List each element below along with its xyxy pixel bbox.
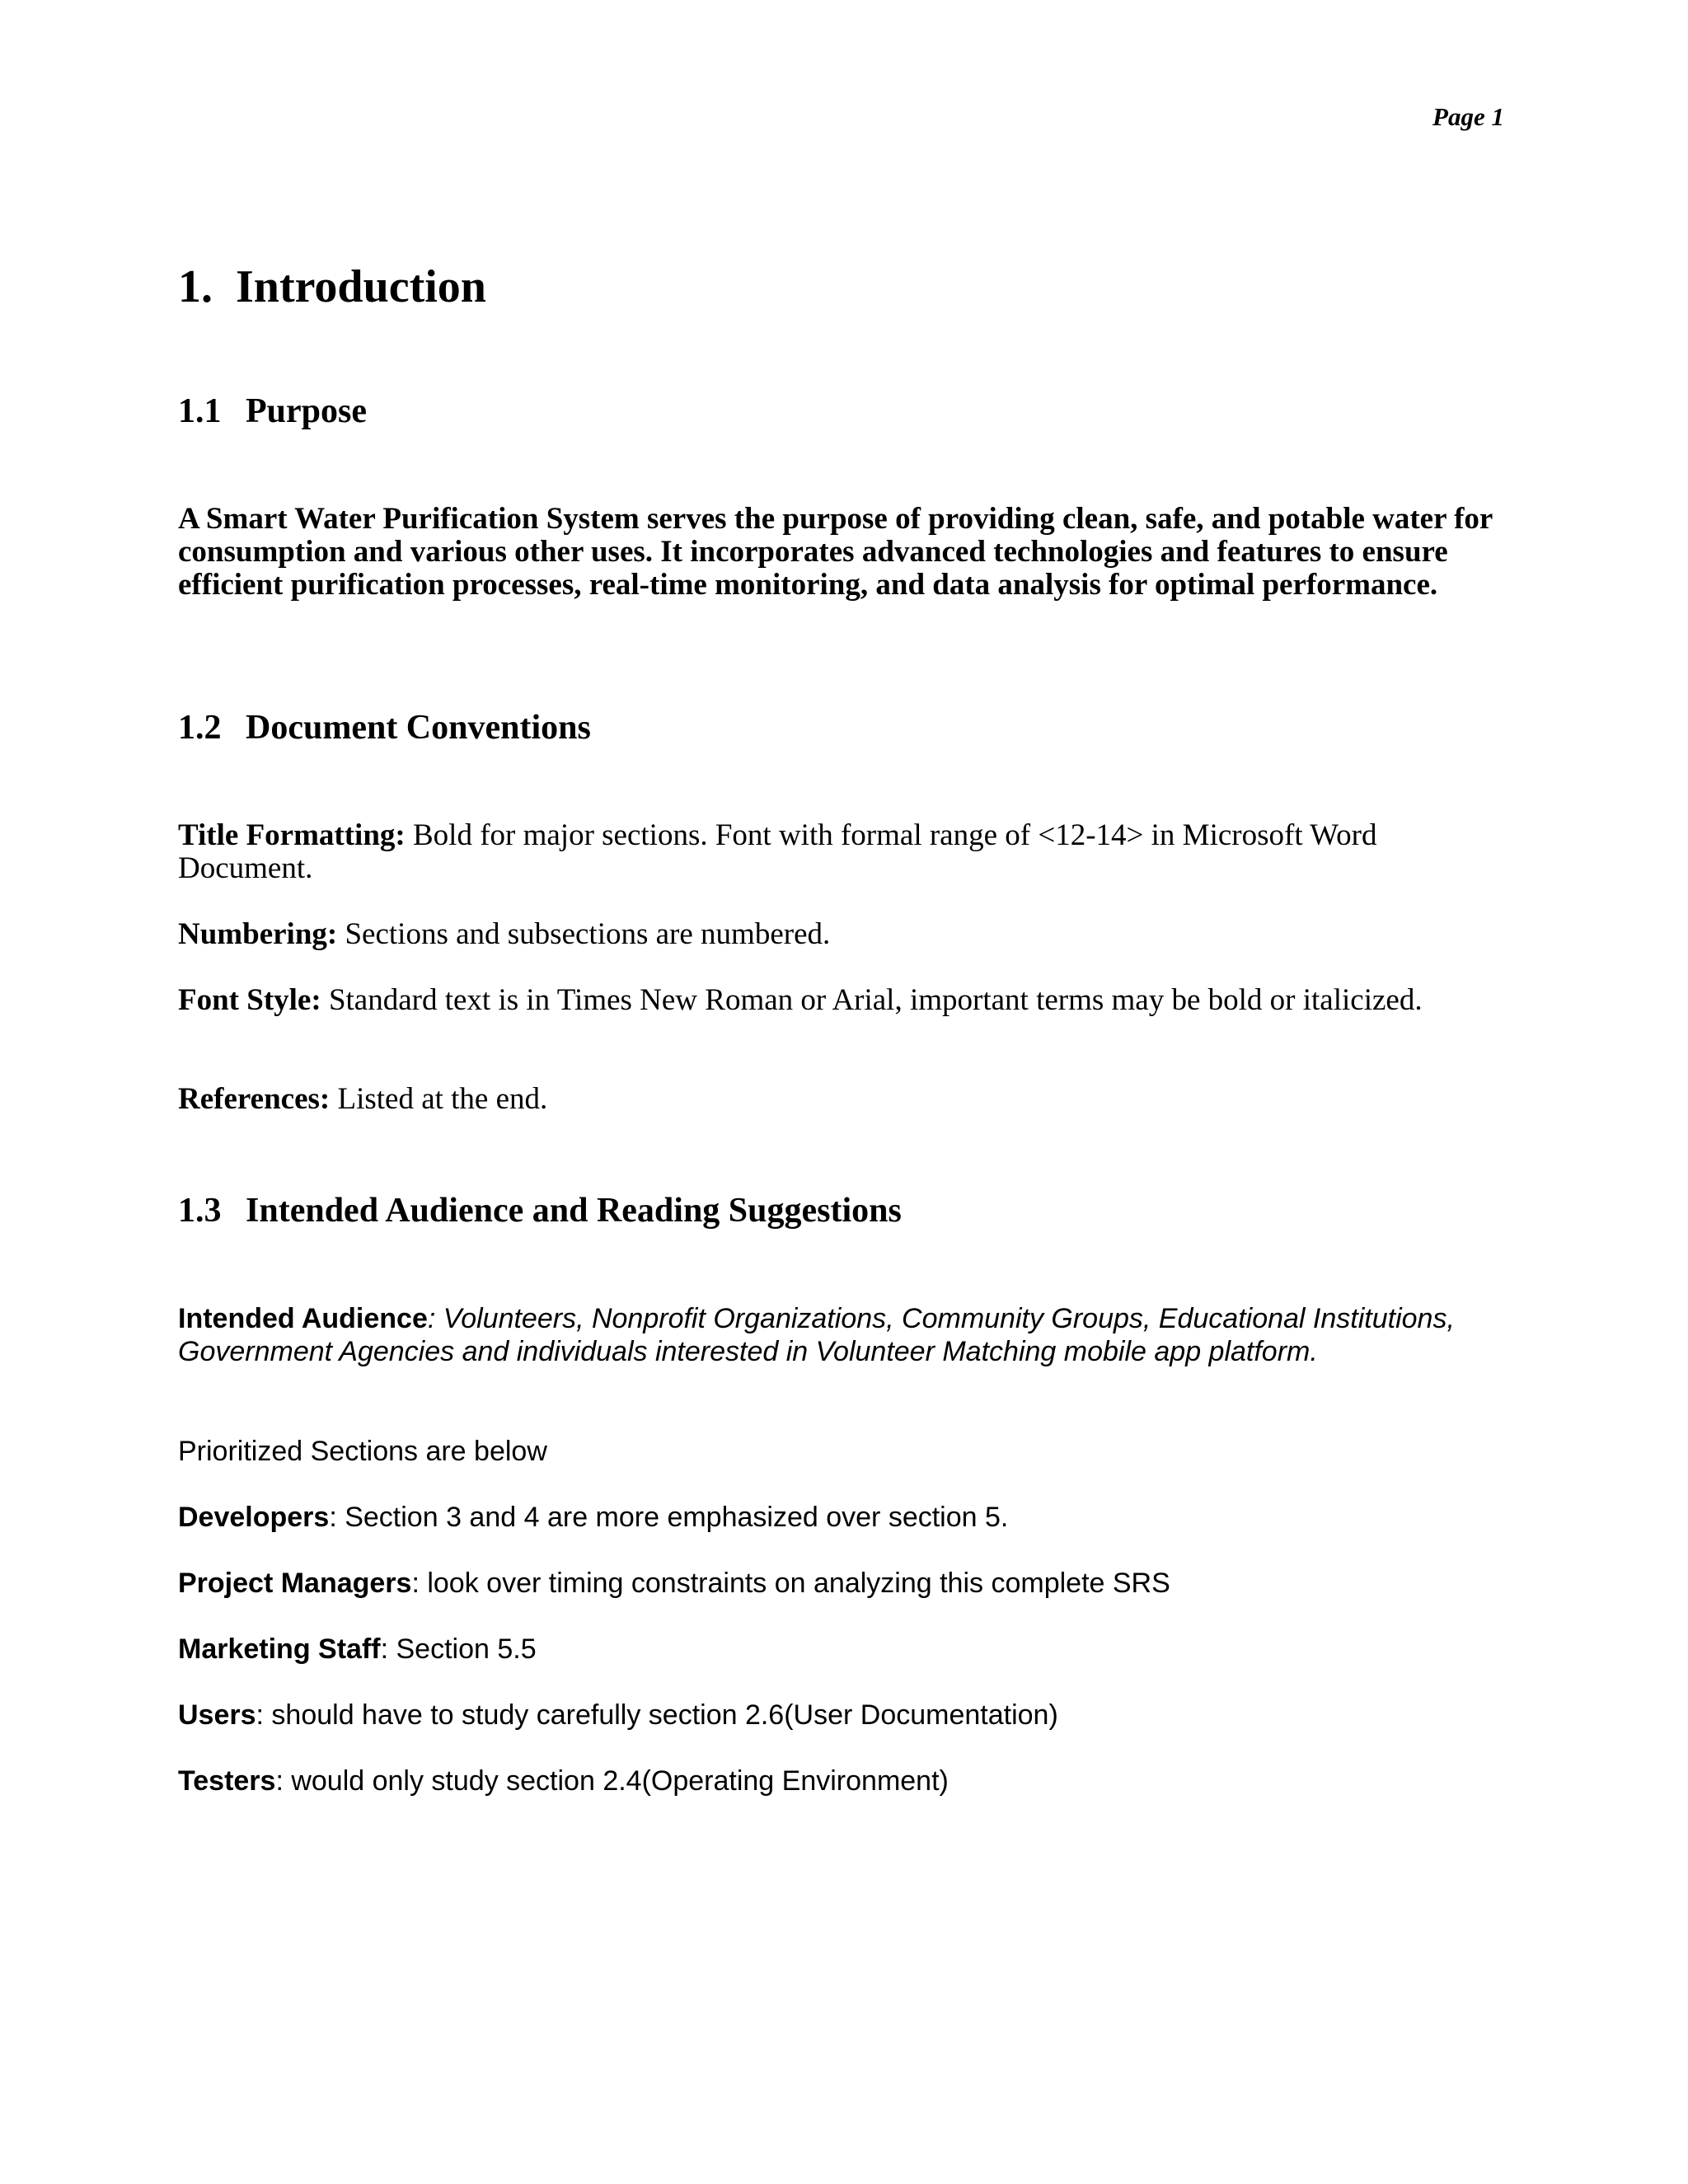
section-heading-introduction [178,262,486,313]
subsection-number: 1.1 [178,392,222,430]
convention-text: Bold for major sections. Font with formal range of <12-14> in Microsoft Word Document. [178,818,1377,885]
subsection-title: Intended Audience and Reading Suggestions [246,1192,902,1230]
convention-numbering [178,918,1513,951]
audience-item-developers [178,1501,1513,1534]
subsection-number: 1.3 [178,1192,222,1230]
convention-text: Listed at the end. [330,1082,548,1116]
audience-text: : would only study section 2.4(Operating Environment) [275,1765,949,1797]
audience-item-project-managers [178,1567,1513,1600]
convention-term: Title Formatting: [178,818,406,852]
page-number: Page 1 [1432,102,1504,131]
subsection-heading-audience [178,1190,902,1231]
intended-audience-term: Intended Audience [178,1303,428,1334]
audience-term: Project Managers [178,1568,412,1599]
audience-text: : look over timing constraints on analyzing this complete SRS [411,1568,1170,1599]
subsection-heading-purpose [178,391,367,432]
purpose-paragraph: A Smart Water Purification System serves the purpose of providing clean, safe, and potable water for consumption and various other uses. It incorporates advanced technologies and features to ensure efficient purification processes, real-time monitoring, and data analysis for optimal performance. [178,502,1493,602]
audience-text: : should have to study carefully section 2.6(User Documentation) [256,1699,1058,1731]
section-number: 1. [178,261,213,312]
convention-term: References: [178,1082,331,1116]
convention-term: Numbering: [178,917,338,951]
convention-font-style [178,984,1513,1017]
convention-text: Standard text is in Times New Roman or Arial, important terms may be bold or italicized. [321,983,1423,1017]
audience-item-testers [178,1765,1513,1797]
audience-term: Marketing Staff [178,1633,381,1665]
intended-audience-paragraph [178,1302,1513,1368]
audience-text: : Section 3 and 4 are more emphasized over section 5. [329,1502,1009,1533]
audience-term: Developers [178,1502,330,1533]
convention-term: Font Style: [178,983,321,1017]
convention-title-formatting [178,819,1513,885]
subsection-heading-conventions [178,707,591,748]
subsection-number: 1.2 [178,709,222,747]
convention-references [178,1083,1513,1116]
audience-text: : Section 5.5 [380,1633,537,1665]
audience-item-users [178,1699,1513,1732]
subsection-title: Purpose [246,392,367,430]
prioritized-sections-text: Prioritized Sections are below [178,1436,547,1467]
intended-audience-text: : Volunteers, Nonprofit Organizations, Community Groups, Educational Institutions, Government Agencies and individuals interested in Volunteer Matching mobile app platform. [178,1303,1455,1367]
section-title: Introduction [236,261,486,312]
convention-text: Sections and subsections are numbered. [337,917,831,951]
audience-item-marketing-staff [178,1633,1513,1666]
subsection-title: Document Conventions [246,709,591,747]
audience-term: Testers [178,1765,276,1797]
audience-term: Users [178,1699,256,1731]
